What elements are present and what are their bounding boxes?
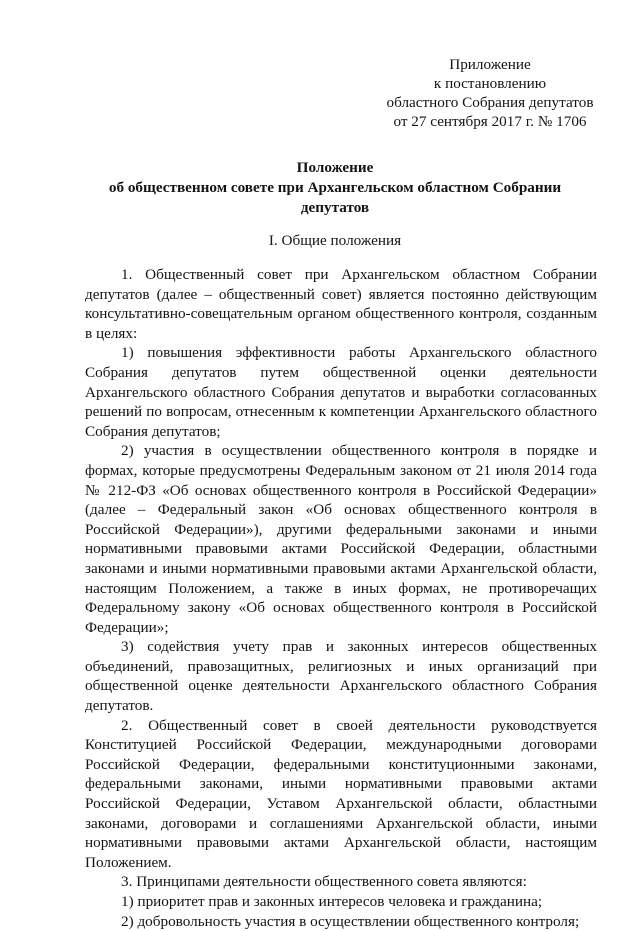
document-title xyxy=(70,158,600,218)
paragraph: 1) приоритет прав и законных интересов человека и гражданина; xyxy=(121,893,543,910)
appendix-line: областного Собрания депутатов xyxy=(386,94,594,111)
section-heading: I. Общие положения xyxy=(268,232,402,249)
paragraph: 2) добровольность участия в осуществлении общественного контроля; xyxy=(121,912,580,930)
paragraph: 1) повышения эффективности работы Архангельского областного Собрания депутатов путем общественной оценки деятельности Архангельского областного Собрания депутатов и выработки согласованных решений по вопросам, отнесенным к компетенции Архангельского областного Собрания депутатов; xyxy=(85,344,597,440)
appendix-line: Приложение xyxy=(449,56,531,73)
paragraph: 2) участия в осуществлении общественного контроля в порядке и формах, которые предусмотрены Федеральным законом от 21 июля 2014 года № 212-ФЗ «Об основах общественного контроля в Российской Федерации» (далее – Федеральный закон «Об основах общественного контроля в Российской Федерации»), другими федеральными законами и иными нормативными правовыми актами Российской Федерации, областными законами и иными нормативными правовыми актами Архангельской области, настоящим Положением, а также в иных формах, не противоречащих Федеральному закону «Об основах общественного контроля в Российской Федерации»; xyxy=(85,442,597,636)
appendix-line: к постановлению xyxy=(433,75,547,92)
paragraph: 3) содействия учету прав и законных интересов общественных объединений, правозащитных, религиозных и иных организаций при общественной оценке деятельности Архангельского областного Собрания депутатов. xyxy=(85,638,597,715)
paragraph: 2. Общественный совет в своей деятельности руководствуется Конституцией Российской Федерации, международными договорами Российской Федерации, федеральными конституционными законами, федеральными законами, иными нормативными правовыми актами Российской Федерации, Уставом Архангельской области, областными законами, договорами и соглашениями Архангельской области, иными нормативными правовыми актами Архангельской области, настоящим Положением. xyxy=(85,716,597,871)
title-line: депутатов xyxy=(300,199,370,216)
paragraph: 3. Принципами деятельности общественного совета являются: xyxy=(121,873,527,891)
appendix-block xyxy=(380,55,600,131)
title-line: Положение xyxy=(296,159,374,176)
document-body xyxy=(85,265,597,931)
paragraph: 1. Общественный совет при Архангельском областном Собрании депутатов (далее – общественный совет) является постоянно действующим консультативно-совещательным органом общественного контроля, созданным в целях: xyxy=(85,266,597,342)
title-line: об общественном совете при Архангельском областном Собрании xyxy=(108,179,562,196)
appendix-line: от 27 сентября 2017 г. № 1706 xyxy=(393,113,587,130)
